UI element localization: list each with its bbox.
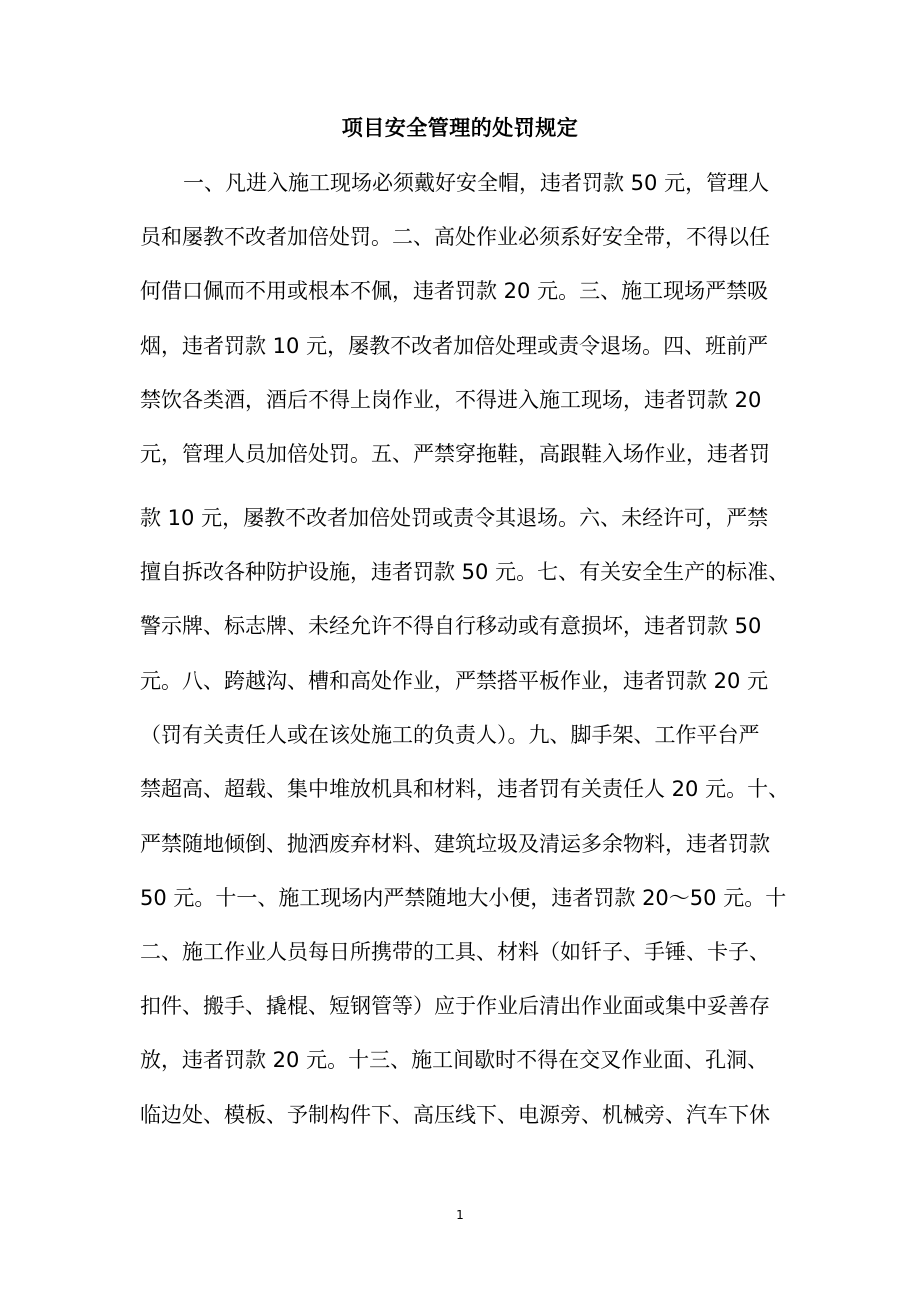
document-title: 项目安全管理的处罚规定	[341, 116, 579, 140]
page-number: 1	[456, 1208, 464, 1222]
body-line: 放，违者罚款 20 元。十三、施工间歇时不得在交叉作业面、孔洞、	[140, 1048, 769, 1072]
body-line: 禁超高、超载、集中堆放机具和材料，违者罚有关责任人 20 元。十、	[140, 777, 790, 801]
body-line: 二、施工作业人员每日所携带的工具、材料（如钎子、手锤、卡子、	[140, 940, 770, 964]
body-line: 员和屡教不改者加倍处罚。二、高处作业必须系好安全带，不得以任	[140, 225, 770, 249]
body-line: 扣件、搬手、撬棍、短钢管等）应于作业后清出作业面或集中妥善存	[140, 994, 770, 1018]
body-line: 何借口佩而不用或根本不佩，违者罚款 20 元。三、施工现场严禁吸	[140, 279, 769, 303]
body-line: 临边处、模板、予制构件下、高压线下、电源旁、机械旁、汽车下休	[140, 1103, 770, 1127]
body-line: 擅自拆改各种防护设施，违者罚款 50 元。七、有关安全生产的标准、	[140, 560, 790, 584]
body-line: 警示牌、标志牌、未经允许不得自行移动或有意损坏，违者罚款 50	[140, 614, 762, 638]
body-line: 一、凡进入施工现场必须戴好安全帽，违者罚款 50 元，管理人	[183, 171, 770, 195]
body-line: 元，管理人员加倍处罚。五、严禁穿拖鞋，高跟鞋入场作业，违者罚	[140, 442, 770, 466]
body-line: 50 元。十一、施工现场内严禁随地大小便，违者罚款 20～50 元。十	[140, 886, 787, 910]
body-line: 烟，违者罚款 10 元，屡教不改者加倍处理或责令退场。四、班前严	[140, 334, 769, 358]
body-line: 款 10 元，屡教不改者加倍处罚或责令其退场。六、未经许可，严禁	[140, 506, 769, 530]
body-line: 元。八、跨越沟、槽和高处作业，严禁搭平板作业，违者罚款 20 元	[140, 669, 769, 693]
body-line: （罚有关责任人或在该处施工的负责人）。九、脚手架、工作平台严	[140, 723, 760, 747]
body-line: 禁饮各类酒，酒后不得上岗作业，不得进入施工现场，违者罚款 20	[140, 388, 762, 412]
body-line: 严禁随地倾倒、抛洒废弃材料、建筑垃圾及清运多余物料，违者罚款	[140, 832, 770, 856]
